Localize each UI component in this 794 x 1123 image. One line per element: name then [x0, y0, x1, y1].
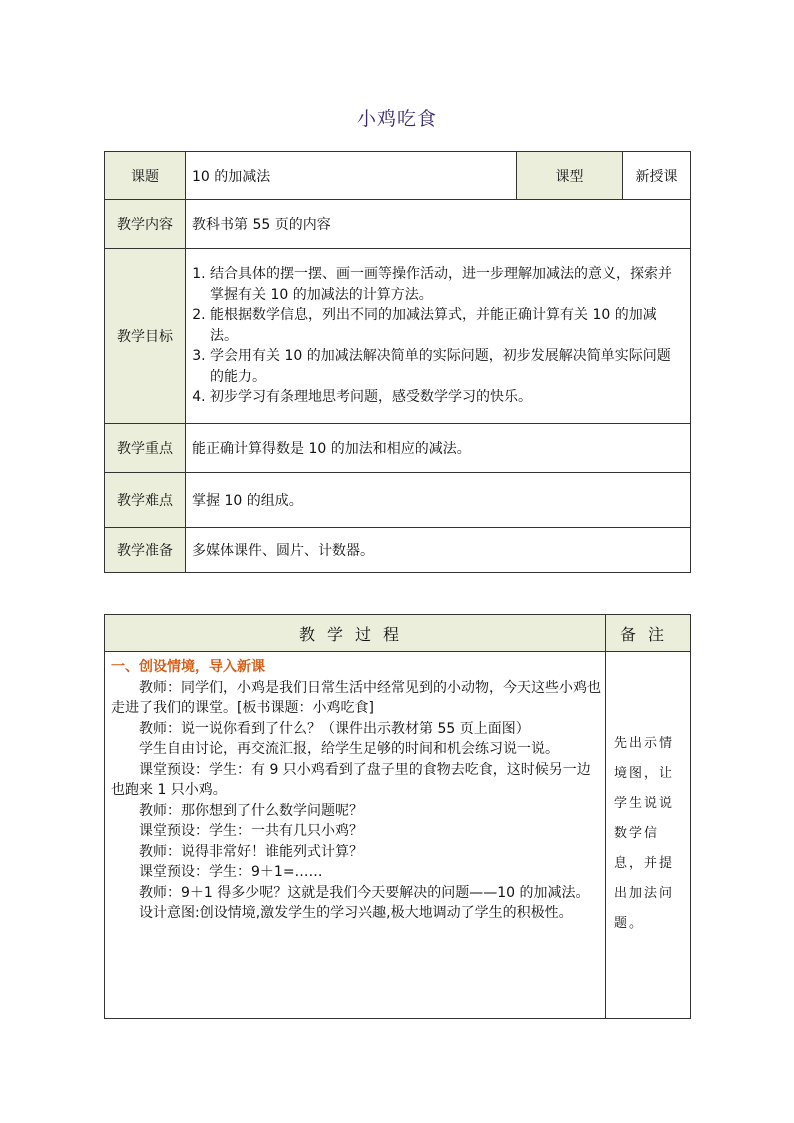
goal-item: 2. 能根据数学信息，列出不同的加减法算式，并能正确计算有关 10 的加减法。 — [210, 305, 684, 346]
prep-label: 教学准备 — [105, 528, 186, 573]
process-content — [105, 652, 606, 1019]
process-paragraph: 教师：同学们，小鸡是我们日常生活中经常见到的小动物，今天这些小鸡也走进了我们的课堂。[板书课题：小鸡吃食] — [111, 679, 601, 716]
goal-item: 4. 初步学习有条理地思考问题，感受数学学习的快乐。 — [210, 387, 684, 408]
goals-list — [186, 264, 690, 408]
goals-row — [105, 249, 691, 424]
key-value: 能正确计算得数是 10 的加法和相应的减法。 — [186, 424, 691, 473]
difficulty-value: 掌握 10 的组成。 — [186, 473, 691, 528]
process-note: 先出示情境图，让学生说说数学信息，并提出加法问题。 — [606, 652, 691, 1019]
topic-value: 10 的加减法 — [186, 152, 517, 200]
section-title: 一、创设情境，导入新课 — [111, 659, 265, 675]
process-paragraph: 设计意图:创设情境,激发学生的学习兴趣,极大地调动了学生的积极性。 — [139, 905, 573, 921]
process-body-row — [105, 652, 691, 1019]
process-paragraph: 课堂预设：学生：9＋1=…… — [139, 864, 323, 880]
process-paragraph: 教师：那你想到了什么数学问题呢？ — [139, 802, 363, 819]
process-paragraph: 教师：说一说你看到了什么？（课件出示教材第 55 页上面图） — [139, 720, 530, 737]
process-paragraph: 教师：说得非常好！谁能列式计算？ — [139, 843, 363, 860]
type-label: 课型 — [517, 152, 623, 200]
topic-row — [105, 152, 691, 200]
process-paragraph: 教师：9＋1 得多少呢？这就是我们今天要解决的问题——10 的加减法。 — [139, 884, 590, 901]
process-header-row — [105, 615, 691, 652]
teaching-process-table — [104, 614, 691, 1019]
content-value: 教科书第 55 页的内容 — [186, 200, 691, 249]
content-label: 教学内容 — [105, 200, 186, 249]
key-label: 教学重点 — [105, 424, 186, 473]
process-paragraph: 学生自由讨论，再交流汇报，给学生足够的时间和机会练习说一说。 — [139, 741, 559, 757]
prep-row — [105, 528, 691, 573]
page-title: 小鸡吃食 — [356, 108, 437, 130]
type-value: 新授课 — [623, 152, 691, 200]
prep-value: 多媒体课件、圆片、计数器。 — [186, 528, 691, 573]
difficulty-label: 教学难点 — [105, 473, 186, 528]
goal-item: 1. 结合具体的摆一摆、画一画等操作活动，进一步理解加减法的意义，探索并掌握有关 10 的加减法的计算方法。 — [210, 264, 684, 305]
content-row — [105, 200, 691, 249]
process-paragraph: 课堂预设：学生：一共有几只小鸡？ — [139, 823, 363, 839]
difficulty-row — [105, 473, 691, 528]
goal-item: 3. 学会用有关 10 的加减法解决简单的实际问题，初步发展解决简单实际问题的能力。 — [210, 346, 684, 387]
goals-cell — [186, 249, 691, 424]
key-row — [105, 424, 691, 473]
process-header: 教学过程 — [105, 615, 606, 652]
goals-label: 教学目标 — [105, 249, 186, 424]
lesson-info-table — [104, 151, 691, 573]
topic-label: 课题 — [105, 152, 186, 200]
note-header: 备注 — [606, 615, 691, 652]
process-paragraph: 课堂预设：学生：有 9 只小鸡看到了盘子里的食物去吃食，这时候另一边也跑来 1 只小鸡。 — [111, 761, 591, 798]
